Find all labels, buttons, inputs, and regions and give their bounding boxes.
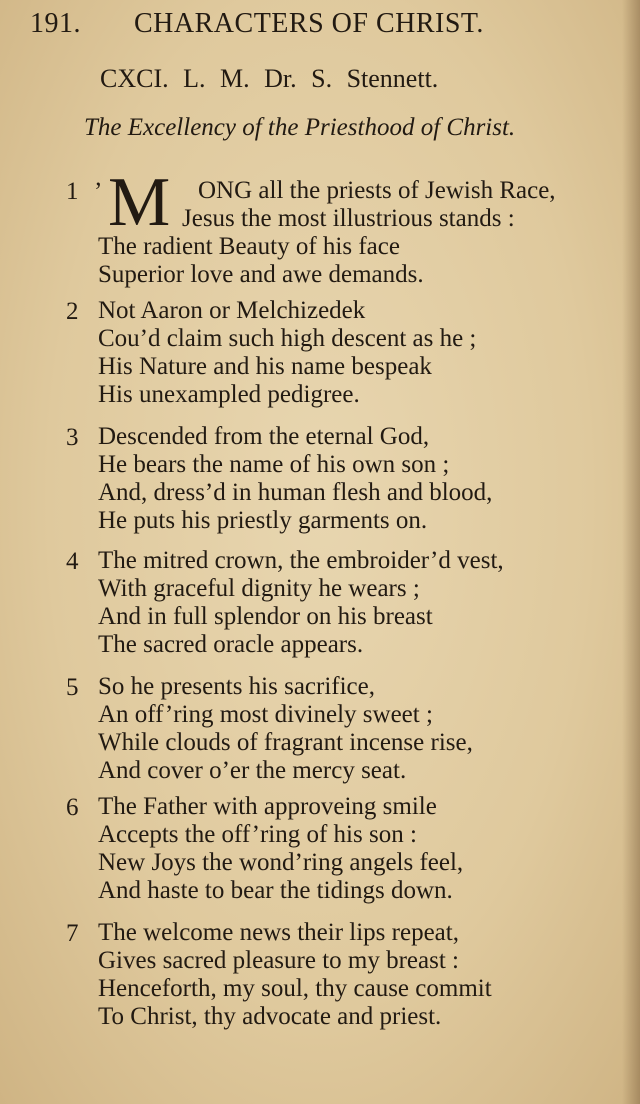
verse-line: The welcome news their lips repeat, [98, 919, 459, 946]
verse-line: And, dress’d in human flesh and blood, [98, 479, 493, 506]
running-header [30, 8, 590, 48]
verse-line: Henceforth, my soul, thy cause commit [98, 975, 492, 1002]
verse-line: The mitred crown, the embroider’d vest, [98, 547, 504, 574]
verse-line: The radient Beauty of his face [98, 233, 400, 260]
page-edge-shadow [622, 0, 640, 1104]
hymn-heading: CXCI. L. M. Dr. S. Stennett. [100, 64, 439, 93]
verse-line: And cover o’er the mercy seat. [98, 757, 407, 784]
verse-line: And haste to bear the tidings down. [98, 877, 453, 904]
verse-line: To Christ, thy advocate and priest. [98, 1003, 442, 1030]
verse-line: The sacred oracle appears. [98, 631, 364, 658]
drop-cap: M [108, 164, 171, 241]
verse-line: He bears the name of his own son ; [98, 451, 450, 478]
verse-line: An off’ring most divinely sweet ; [98, 701, 433, 728]
hymn-title: The Excellency of the Priesthood of Christ. [84, 114, 516, 141]
stanza-number: 2 [66, 298, 79, 325]
verse-line: Gives sacred pleasure to my breast : [98, 947, 459, 974]
stanza-number: 4 [66, 548, 79, 575]
verse-line: His unexampled pedigree. [98, 381, 360, 408]
verse-line: Cou’d claim such high descent as he ; [98, 325, 477, 352]
verse-line: So he presents his sacrifice, [98, 673, 376, 700]
verse-line: Descended from the eternal God, [98, 423, 430, 450]
verse-line: The Father with approveing smile [98, 793, 437, 820]
page-number: 191. [30, 8, 81, 39]
verse-line: New Joys the wond’ring angels feel, [98, 849, 464, 876]
opening-quote: ’ [94, 178, 103, 205]
verse-line: Not Aaron or Melchizedek [98, 297, 366, 324]
verse-line: ONG all the priests of Jewish Race, [198, 177, 556, 204]
stanza-number: 5 [66, 674, 79, 701]
verse-line: His Nature and his name bespeak [98, 353, 432, 380]
verse-line: And in full splendor on his breast [98, 603, 433, 630]
verse-line: While clouds of fragrant incense rise, [98, 729, 473, 756]
verse-line: With graceful dignity he wears ; [98, 575, 420, 602]
stanza-number: 6 [66, 794, 79, 821]
verse-line: Superior love and awe demands. [98, 261, 424, 288]
stanza-number: 7 [66, 920, 79, 947]
verse-line: He puts his priestly garments on. [98, 507, 428, 534]
verse-line: Jesus the most illustrious stands : [182, 205, 515, 232]
running-title: CHARACTERS OF CHRIST. [134, 8, 484, 39]
verse-line: Accepts the off’ring of his son : [98, 821, 417, 848]
stanza-number: 3 [66, 424, 79, 451]
stanza-number: 1 [66, 178, 79, 205]
